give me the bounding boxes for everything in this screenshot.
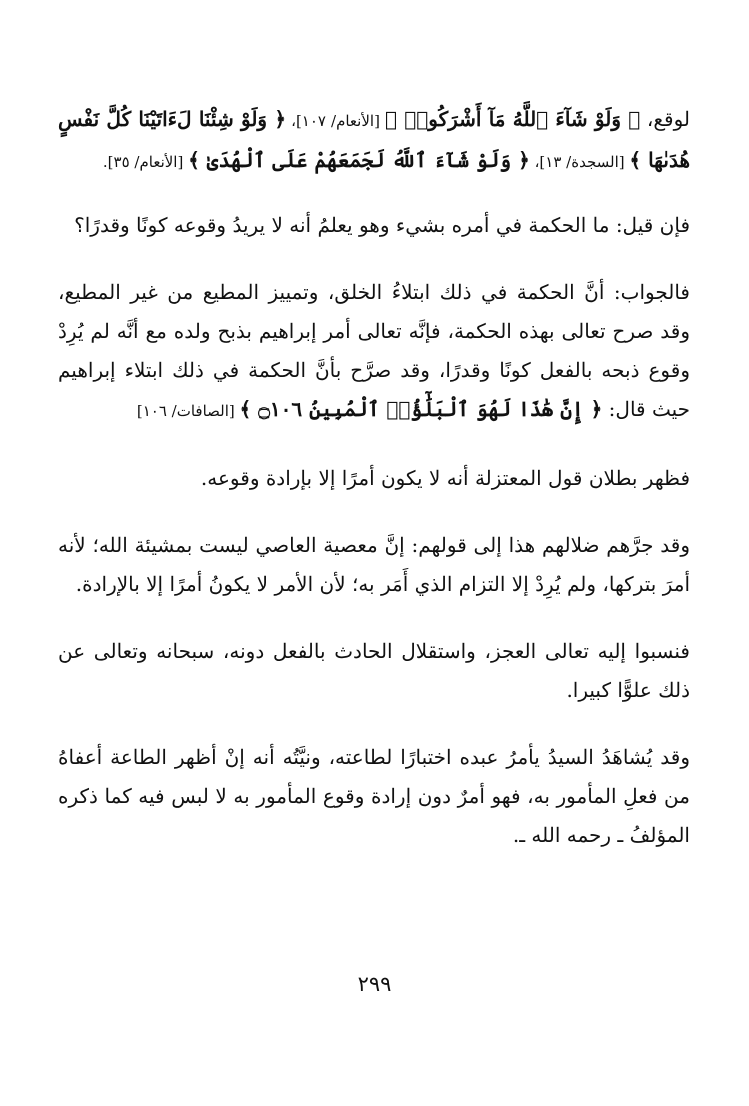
paragraph-6: فنسبوا إليه تعالى العجز، واستقلال الحادث بالفعل دونه، سبحانه وتعالى عن ذلك علوًّا كبيرا. bbox=[58, 639, 690, 702]
page-number: ٢٩٩ bbox=[357, 972, 392, 996]
verse-reference-anam-107: [الأنعام/ ١٠٧]، bbox=[286, 112, 385, 130]
verse-reference-anam-35: [الأنعام/ ٣٥]. bbox=[102, 153, 189, 171]
quran-verse-sajda-13: ﴿ وَلَوْ شِئْنَا لَءَاتَيْنَا كُلَّ نَفْسٍ هُدَىٰهَا ﴾ bbox=[58, 107, 690, 172]
paragraph-3-text: فالجواب: أنَّ الحكمة في ذلك ابتلاءُ الخلق، وتمييز المطيع من غير المطيع، وقد صرح تعالى بهذه الحكمة، فإنَّه تعالى أمر إبراهيم بذبح ولده مع أنَّه لم يُرِدْ وقوع ذبحه بالفعل كونًا وقدرًا، وقد صرَّح بأنَّ الحكمة في ذلك ابتلاء إبراهيم حيث قال: bbox=[58, 280, 690, 421]
paragraph-3 bbox=[58, 273, 690, 431]
quran-verse-anam-107: ﴿ وَلَوْ شَآءَ ٱللَّهُ مَآ أَشْرَكُوا۟ ﴾ bbox=[384, 107, 641, 131]
quran-verse-anam-35: ﴿ وَلَوْ شَآءَ ٱللَّهُ لَجَمَعَهُمْ عَلَى ٱلْهُدَىٰ ﴾ bbox=[188, 148, 530, 172]
paragraph-2: فإن قيل: ما الحكمة في أمره بشيء وهو يعلمُ أنه لا يريدُ وقوعه كونًا وقدرًا؟ bbox=[74, 213, 690, 237]
paragraph-5: وقد جرَّهم ضلالهم هذا إلى قولهم: إنَّ معصية العاصي ليست بمشيئة الله؛ لأنه أمرَ بتركها، ولم يُرِدْ إلا التزام الذي أَمَر به؛ لأن الأمر لا يكونُ أمرًا إلا بالإرادة. bbox=[58, 533, 690, 596]
paragraph-1-text: لوقع، bbox=[640, 107, 690, 131]
paragraph-1 bbox=[58, 100, 690, 182]
quran-verse-saffat-106: ﴿ إِنَّ هَٰذَا لَهُوَ ٱلْبَلَٰٓؤُا۟ ٱلْمُبِينُ ۝١٠٦ ﴾ bbox=[239, 397, 603, 421]
verse-reference-saffat-106: [الصافات/ ١٠٦] bbox=[136, 402, 240, 420]
paragraph-4: فظهر بطلان قول المعتزلة أنه لا يكون أمرًا إلا بإرادة وقوعه. bbox=[200, 466, 690, 490]
verse-reference-sajda-13: [السجدة/ ١٣]، bbox=[529, 153, 630, 171]
paragraph-7: وقد يُشاهَدُ السيدُ يأمرُ عبده اختبارًا لطاعته، ونيَّتُه أنه إنْ أظهر الطاعة أعفاهُ من فعلِ المأمور به، فهو أمرٌ دون إرادة وقوع المأمور به لا لبس فيه كما ذكره المؤلفُ ـ رحمه الله ـ. bbox=[58, 745, 690, 847]
page-body bbox=[58, 100, 690, 883]
